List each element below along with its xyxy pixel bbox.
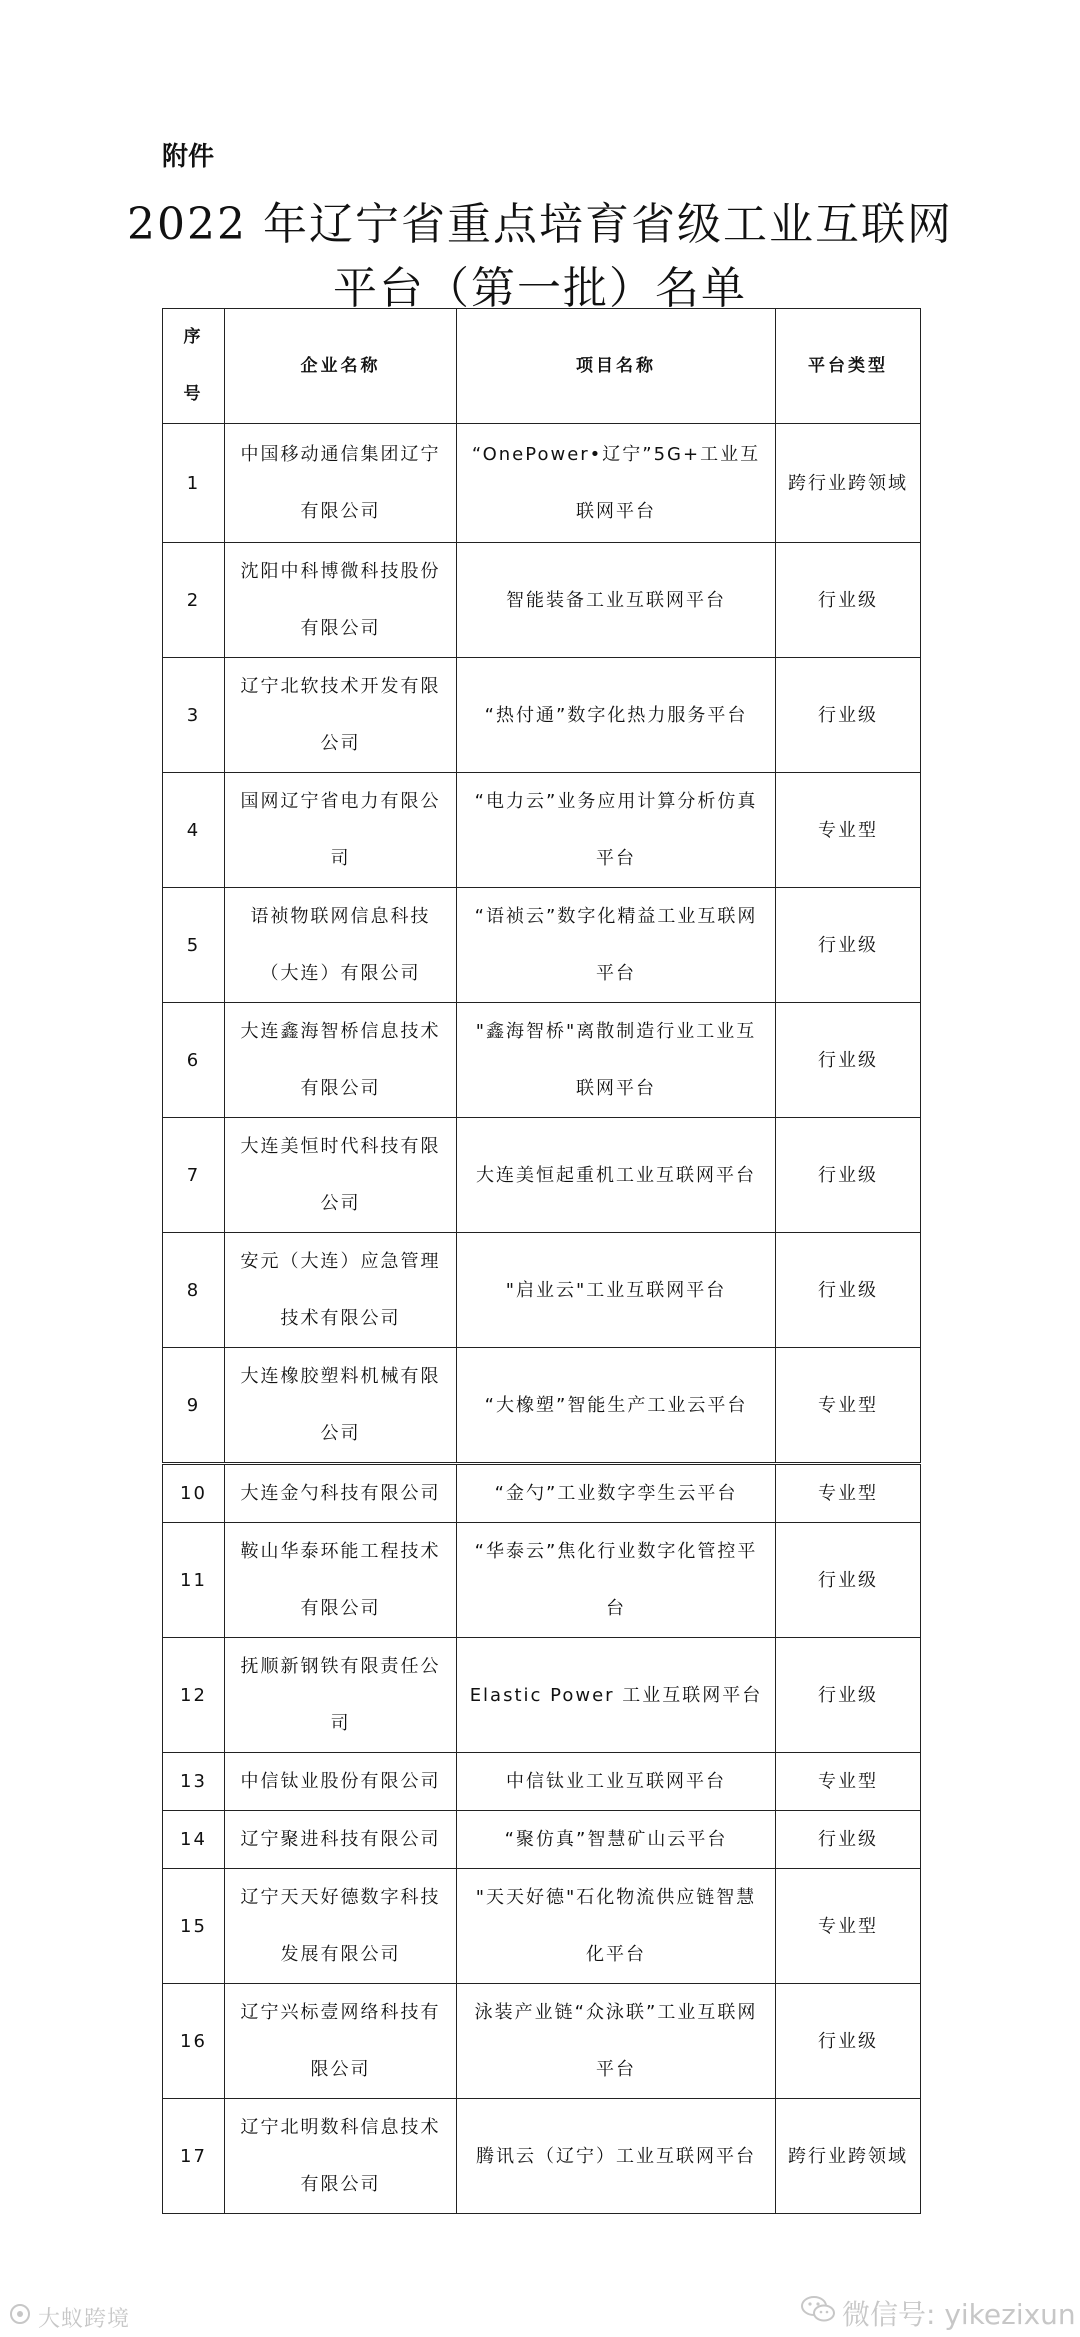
table-row: [163, 1753, 921, 1811]
row-number: 12: [163, 1638, 225, 1753]
platform-type: 专业型: [776, 773, 921, 888]
platform-type: 行业级: [776, 1003, 921, 1118]
company-name: 辽宁聚进科技有限公司: [225, 1811, 457, 1869]
row-number: 16: [163, 1984, 225, 2099]
platform-table-page-1: [162, 308, 921, 1463]
row-number: 14: [163, 1811, 225, 1869]
table-header-row: [163, 309, 921, 424]
attachment-label: 附件: [162, 142, 215, 172]
table-row: [163, 1811, 921, 1869]
column-header: 项目名称: [457, 309, 776, 424]
page-title-line-1: 2022 年辽宁省重点培育省级工业互联网: [127, 199, 953, 250]
table-row: [163, 1638, 921, 1753]
platform-type: 专业型: [776, 1465, 921, 1523]
column-header: 企业名称: [225, 309, 457, 424]
project-name: 大连美恒起重机工业互联网平台: [457, 1118, 776, 1233]
table-row: [163, 424, 921, 543]
watermark-left-text: 大蚁跨境: [38, 2307, 131, 2332]
table-row: [163, 773, 921, 888]
table-row: [163, 1118, 921, 1233]
table-row: [163, 2099, 921, 2214]
row-number: 3: [163, 658, 225, 773]
company-name: 辽宁天天好德数字科技发展有限公司: [225, 1869, 457, 1984]
platform-type: 行业级: [776, 1233, 921, 1348]
platform-table-page-2: [162, 1464, 921, 2214]
row-number: 10: [163, 1465, 225, 1523]
row-number: 7: [163, 1118, 225, 1233]
table-row: [163, 1523, 921, 1638]
table-row: [163, 1984, 921, 2099]
row-number: 6: [163, 1003, 225, 1118]
row-number: 8: [163, 1233, 225, 1348]
company-name: 国网辽宁省电力有限公司: [225, 773, 457, 888]
column-header: 平台类型: [776, 309, 921, 424]
row-number: 5: [163, 888, 225, 1003]
company-name: 辽宁北明数科信息技术有限公司: [225, 2099, 457, 2214]
table-row: [163, 1465, 921, 1523]
logo-icon: [8, 2302, 32, 2332]
company-name: 辽宁北软技术开发有限公司: [225, 658, 457, 773]
company-name: 鞍山华泰环能工程技术有限公司: [225, 1523, 457, 1638]
project-name: “语祯云”数字化精益工业互联网平台: [457, 888, 776, 1003]
project-name: "鑫海智桥"离散制造行业工业互联网平台: [457, 1003, 776, 1118]
row-number: 15: [163, 1869, 225, 1984]
project-name: “金勺”工业数字孪生云平台: [457, 1465, 776, 1523]
company-name: 语祯物联网信息科技（大连）有限公司: [225, 888, 457, 1003]
company-name: 抚顺新钢铁有限责任公司: [225, 1638, 457, 1753]
platform-type: 行业级: [776, 1523, 921, 1638]
project-name: 腾讯云（辽宁）工业互联网平台: [457, 2099, 776, 2214]
table-row: [163, 1869, 921, 1984]
platform-type: 专业型: [776, 1348, 921, 1463]
table-row: [163, 1233, 921, 1348]
watermark-right: [800, 2293, 1076, 2333]
platform-type: 跨行业跨领域: [776, 424, 921, 543]
company-name: 大连美恒时代科技有限公司: [225, 1118, 457, 1233]
row-number: 17: [163, 2099, 225, 2214]
row-number: 2: [163, 543, 225, 658]
row-number: 4: [163, 773, 225, 888]
project-name: "天天好德"石化物流供应链智慧化平台: [457, 1869, 776, 1984]
company-name: 沈阳中科博微科技股份有限公司: [225, 543, 457, 658]
table-row: [163, 1003, 921, 1118]
project-name: “电力云”业务应用计算分析仿真平台: [457, 773, 776, 888]
row-number: 1: [163, 424, 225, 543]
platform-type: 行业级: [776, 658, 921, 773]
column-header: 序号: [163, 309, 225, 424]
platform-type: 行业级: [776, 1984, 921, 2099]
watermark-right-text: 微信号: yikezixun: [842, 2298, 1076, 2331]
project-name: “热付通”数字化热力服务平台: [457, 658, 776, 773]
platform-type: 行业级: [776, 543, 921, 658]
table-row: [163, 658, 921, 773]
platform-type: 行业级: [776, 1811, 921, 1869]
page-title-line-2: 平台（第一批）名单: [333, 263, 747, 314]
project-name: “华泰云”焦化行业数字化管控平台: [457, 1523, 776, 1638]
project-name: 中信钛业工业互联网平台: [457, 1753, 776, 1811]
row-number: 13: [163, 1753, 225, 1811]
platform-type: 行业级: [776, 1638, 921, 1753]
table-row: [163, 543, 921, 658]
project-name: 泳装产业链“众泳联”工业互联网平台: [457, 1984, 776, 2099]
platform-type: 专业型: [776, 1869, 921, 1984]
platform-type: 专业型: [776, 1753, 921, 1811]
project-name: “聚仿真”智慧矿山云平台: [457, 1811, 776, 1869]
watermark-left: [8, 2302, 130, 2333]
project-name: 智能装备工业互联网平台: [457, 543, 776, 658]
company-name: 安元（大连）应急管理技术有限公司: [225, 1233, 457, 1348]
company-name: 大连金勺科技有限公司: [225, 1465, 457, 1523]
platform-type: 行业级: [776, 888, 921, 1003]
company-name: 辽宁兴标壹网络科技有限公司: [225, 1984, 457, 2099]
project-name: Elastic Power 工业互联网平台: [457, 1638, 776, 1753]
table-row: [163, 1348, 921, 1463]
project-name: "启业云"工业互联网平台: [457, 1233, 776, 1348]
platform-type: 行业级: [776, 1118, 921, 1233]
wechat-icon: [800, 2294, 836, 2331]
company-name: 中国移动通信集团辽宁有限公司: [225, 424, 457, 543]
row-number: 11: [163, 1523, 225, 1638]
project-name: “大橡塑”智能生产工业云平台: [457, 1348, 776, 1463]
company-name: 大连橡胶塑料机械有限公司: [225, 1348, 457, 1463]
company-name: 中信钛业股份有限公司: [225, 1753, 457, 1811]
platform-type: 跨行业跨领域: [776, 2099, 921, 2214]
table-row: [163, 888, 921, 1003]
company-name: 大连鑫海智桥信息技术有限公司: [225, 1003, 457, 1118]
row-number: 9: [163, 1348, 225, 1463]
project-name: “OnePower•辽宁”5G+工业互联网平台: [457, 424, 776, 543]
